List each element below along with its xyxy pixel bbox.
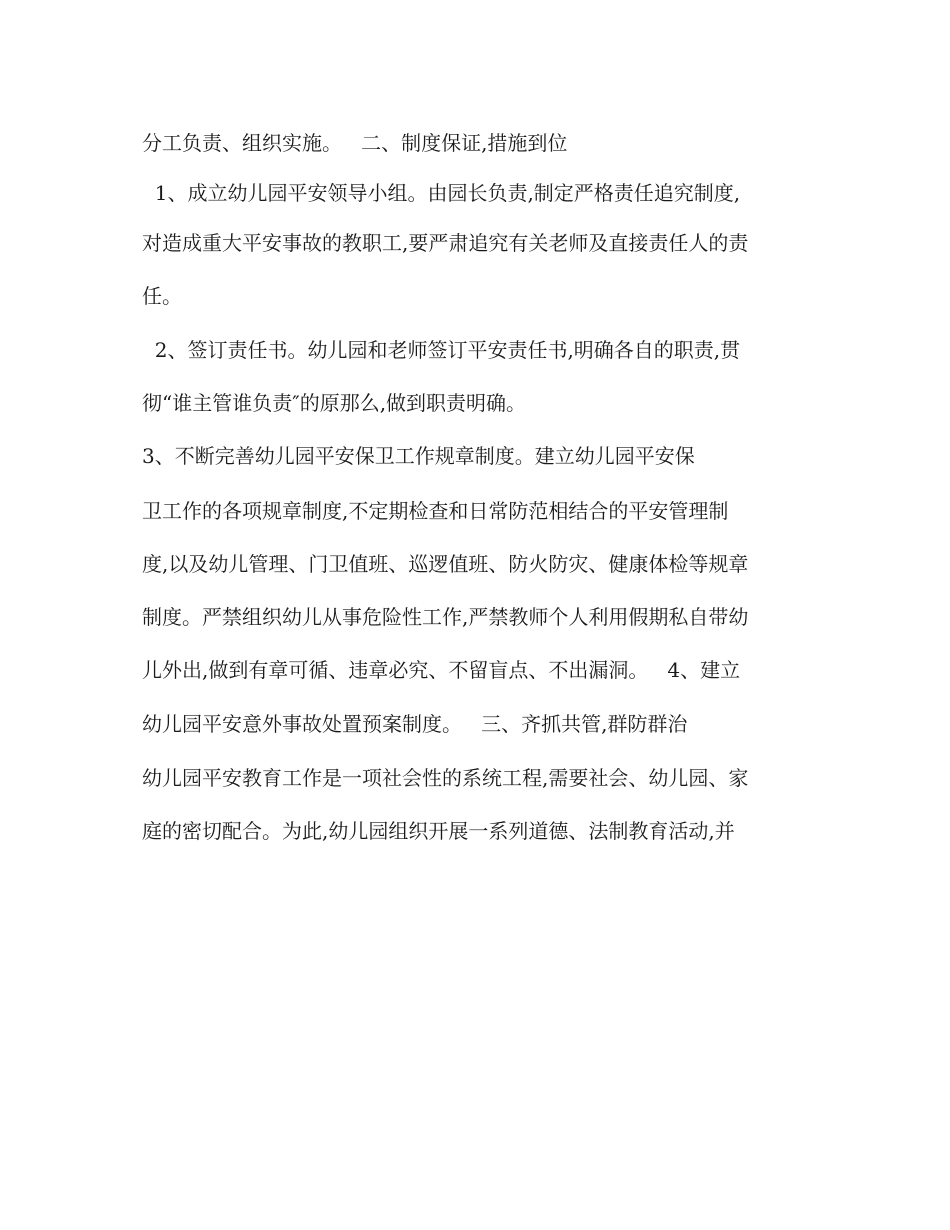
text-line-4: 任。 <box>142 284 182 308</box>
text-line-14: 庭的密切配合。为此,幼儿园组织开展一系列道德、法制教育活动,并 <box>142 819 735 843</box>
text-line-8: 卫工作的各项规章制度,不定期检查和日常防范相结合的平安管理制 <box>142 499 729 523</box>
text-line-6: 彻“谁主管谁负责″的原那么,做到职责明确。 <box>142 391 527 415</box>
text-line-11: 儿外出,做到有章可循、违章必究、不留盲点、不出漏洞。 4、建立 <box>142 658 741 682</box>
text-line-5: 2、签订责任书。幼儿园和老师签订平安责任书,明确各自的职责,贯 <box>142 338 741 362</box>
text-line-2: 1、成立幼儿园平安领导小组。由园长负责,制定严格责任追究制度, <box>142 181 741 205</box>
text-line-9: 度,以及幼儿管理、门卫值班、巡逻值班、防火防灾、健康体检等规章 <box>142 552 749 576</box>
text-line-3: 对造成重大平安事故的教职工,要严肃追究有关老师及直接责任人的责 <box>142 231 749 255</box>
text-line-1: 分工负责、组织实施。 二、制度保证,措施到位 <box>142 131 568 155</box>
text-line-12: 幼儿园平安意外事故处置预案制度。 三、齐抓共管,群防群治 <box>142 712 688 736</box>
text-line-7: 3、不断完善幼儿园平安保卫工作规章制度。建立幼儿园平安保 <box>142 444 695 468</box>
text-line-10: 制度。严禁组织幼儿从事危险性工作,严禁教师个人利用假期私自带幼 <box>142 605 749 629</box>
text-line-13: 幼儿园平安教育工作是一项社会性的系统工程,需要社会、幼儿园、家 <box>142 766 749 790</box>
